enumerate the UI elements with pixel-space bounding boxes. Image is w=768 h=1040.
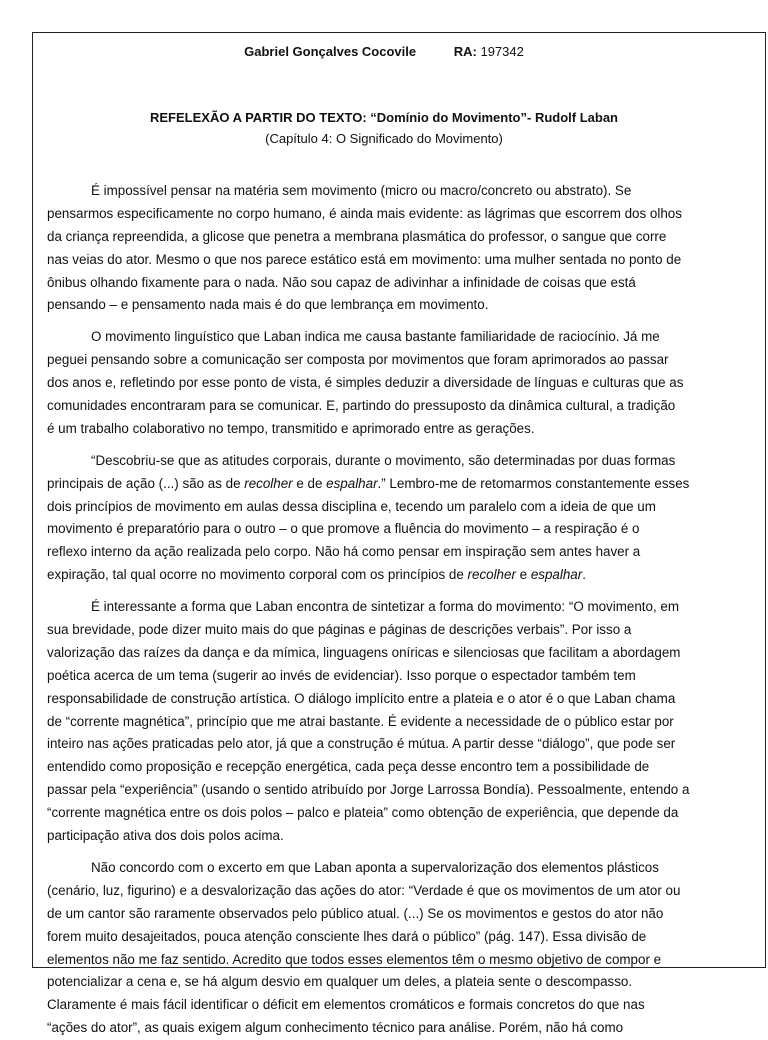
paragraph-2 [47,326,722,440]
essay-body [47,180,722,1040]
text-line: (cenário, luz, figurino) e a desvalorização das ações do ator: “Verdade é que os movimentos de um ator ou [47,882,681,898]
text-line: É interessante a forma que Laban encontra de sintetizar a forma do movimento: “O movimento, em [91,599,679,615]
text-line: dos anos e, refletindo por esse ponto de vista, é simples deduzir a diversidade de línguas e culturas que as [47,375,684,391]
text-line: poética acerca de um tema (sugerir ao invés de evidenciar). Isso porque o espectador também tem [47,667,636,683]
text-line: pensando – e pensamento nada mais é do que lembrança em movimento. [47,297,489,313]
text-line: Não concordo com o excerto em que Laban aponta a supervalorização dos elementos plásticos [91,859,659,875]
italic-term-recolher: recolher [244,475,293,491]
document-title: REFELEXÃO A PARTIR DO TEXTO: “Domínio do Movimento”- Rudolf Laban [150,110,618,125]
text-line: responsabilidade de construção artística. O diálogo implícito entre a plateia e o ator é o que Laban chama [47,690,676,706]
text-line: “Descobriu-se que as atitudes corporais, durante o movimento, são determinadas por duas formas [91,452,676,468]
text-line: de um cantor são raramente observados pelo público atual. (...) Se os movimentos e gestos do ator não [47,905,664,921]
text-line: pensarmos especificamente no corpo humano, é ainda mais evidente: as lágrimas que escorrem dos olhos [47,205,682,221]
text-line: Claramente é mais fácil identificar o déficit em elementos cromáticos e formais concretos do que nas [47,997,645,1013]
paragraph-5 [47,857,722,1040]
text-line: principais de ação (...) são as de recolher e de espalhar.” Lembro-me de retomarmos constantemente esses [47,475,690,491]
text-line: entendido como proposição e recepção energética, cada peça desse encontro tem a possibilidade de [47,759,650,775]
text-line: inteiro nas ações praticadas pelo ator, já que a construção é mútua. A partir desse “diálogo”, que pode ser [47,736,676,752]
text-line: dois princípios de movimento em aulas dessa disciplina e, tecendo um paralelo com a ideia de que um [47,498,656,514]
text-line: É impossível pensar na matéria sem movimento (micro ou macro/concreto ou abstrato). Se [91,183,632,198]
text-line: elementos não me faz sentido. Acredito que todos esses elementos têm o mesmo objetivo de compor e [47,951,662,967]
text-line: da criança repreendida, a glicose que penetra a membrana plasmática do professor, o sangue que corre [47,228,667,244]
text-line: nas veias do ator. Mesmo o que nos parece estático está em movimento: uma mulher sentada no ponto de [47,251,682,267]
text-line: valorização das raízes da dança e da mímica, linguagens oníricas e silenciosas que facilitam a abordagem [47,644,681,660]
italic-term-espalhar: espalhar [326,475,378,491]
paragraph-3 [47,450,722,587]
text-line: comunidades encontraram para se comunicar. E, partindo do pressuposto da dinâmica cultural, a tradição [47,398,676,414]
text-line: participação ativa dos dois polos acima. [47,828,284,844]
text-line: sua brevidade, pode dizer muito mais do que páginas e páginas de descrições verbais”. Por isso a [47,622,632,638]
text-line: potencializar a cena e, se há algum desvio em qualquer um deles, a plateia sente o descompasso. [47,974,633,990]
text-line: O movimento linguístico que Laban indica me causa bastante familiaridade de raciocínio. Já me [91,329,660,345]
author-header [0,44,768,59]
document-subtitle: (Capítulo 4: O Significado do Movimento) [265,131,503,146]
text-line: é um trabalho colaborativo no tempo, transmitido e aprimorado entre as gerações. [47,420,535,436]
ra-label: RA: [453,44,477,59]
text-line: ônibus olhando fixamente para o nada. Não sou capaz de adivinhar a infinidade de coisas que está [47,274,636,290]
text-line: forem muito desajeitados, pouca atenção consciente lhes dará o público” (pág. 147). Essa divisão de [47,928,647,944]
italic-term-recolher: recolher [467,567,516,583]
text-line: de “corrente magnética”, princípio que me atrai bastante. É evidente a necessidade de o público estar por [47,713,674,729]
text-line: “corrente magnética entre os dois polos – palco e plateia” como obtenção de experiência, que depende da [47,805,679,821]
text-line: expiração, tal qual ocorre no movimento corporal com os princípios de recolher e espalhar. [47,567,586,583]
text-line: passar pela “experiência” (usando o sentido atribuído por Jorge Larrossa Bondía). Pessoalmente, entendo a [47,782,690,798]
ra-value: 197342 [480,44,524,59]
text-line: reflexo interno da ação realizada pelo corpo. Não há como pensar em inspiração sem antes haver a [47,544,641,560]
paragraph-4 [47,596,722,848]
text-line: movimento é preparatório para o outro – o que promove a fluência do movimento – a respiração é o [47,521,640,537]
paragraph-1 [47,180,722,317]
author-name: Gabriel Gonçalves Cocovile [244,44,417,59]
italic-term-espalhar: espalhar [530,567,583,583]
text-line: “ações do ator”, as quais exigem algum conhecimento técnico para análise. Porém, não há como [47,1020,624,1036]
text-line: peguei pensando sobre a comunicação ser composta por movimentos que foram aprimorados ao passar [47,352,669,368]
